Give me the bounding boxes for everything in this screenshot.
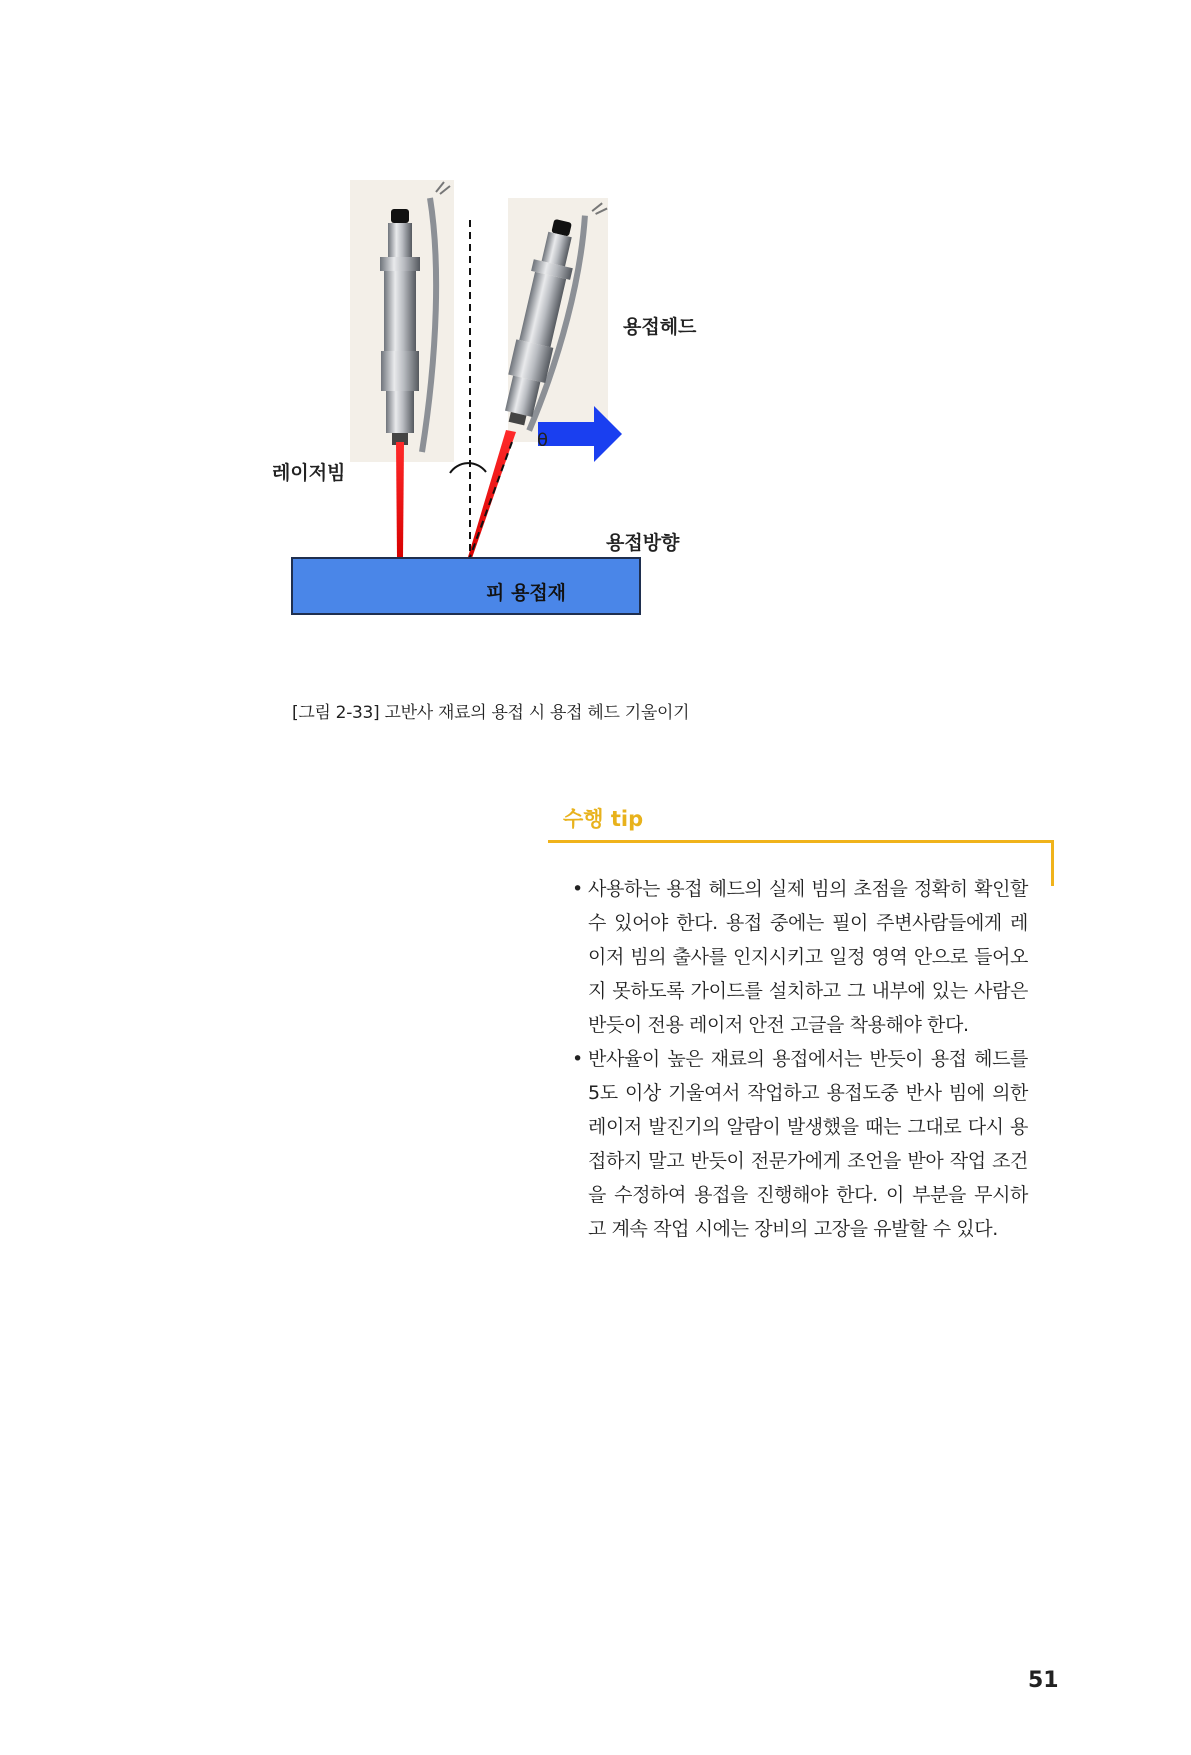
workpiece-label: 피 용접재: [486, 582, 567, 604]
tip-item-1: [572, 872, 1028, 1042]
theta-arc: [450, 463, 486, 473]
tip-item-text: 사용하는 용접 헤드의 실제 빔의 초점을 정확히 확인할 수 있어야 한다. 용접 중에는 필이 주변사람들에게 레이저 빔의 출사를 인지시키고 일정 영역 안으로 들어오지 못하도록 가이드를 설치하고 그 내부에 있는 사람은 반듯이 전용 레이저 안전 고글을 착용해야 한다.: [588, 878, 1028, 1036]
head-collar-left: [380, 257, 420, 271]
figure-caption: [그림 2-33] 고반사 재료의 용접 시 용접 헤드 기울이기: [292, 703, 690, 723]
head-body-left: [384, 271, 416, 351]
head-neck-left: [388, 223, 412, 257]
figure-welding-head-tilt: [272, 180, 750, 740]
weld-head-label: 용접헤드: [623, 316, 697, 338]
laser-beam-label: 레이저빔: [272, 462, 346, 484]
theta-label: θ: [537, 430, 549, 451]
head-cap-left: [391, 209, 409, 223]
tilted-weld-head: [496, 191, 608, 442]
tip-item-text: 반사율이 높은 재료의 용접에서는 반듯이 용접 헤드를 5도 이상 기울여서 작업하고 용접도중 반사 빔에 의한 레이저 발진기의 알람이 발생했을 때는 그대로 다시 용접하지 말고 반듯이 전문가에게 조언을 받아 작업 조건을 수정하여 용접을 진행해야 한다. 이 부분을 무시하고 계속 작업 시에는 장비의 고장을 유발할 수 있다.: [588, 1048, 1028, 1240]
laser-beam-tilted: [468, 430, 516, 558]
weld-direction-label: 용접방향: [606, 532, 680, 554]
figure-diagram: [290, 180, 750, 740]
laser-beam-vertical: [396, 442, 404, 558]
tip-title: 수행 tip: [563, 807, 644, 831]
bullet-icon: •: [572, 878, 583, 900]
tip-item-2: [572, 1042, 1028, 1246]
tip-list: [572, 872, 1028, 1246]
vertical-weld-head: [350, 180, 454, 462]
head-lower-left: [381, 351, 419, 391]
workpiece-block: [292, 558, 640, 614]
head-nozzle-left: [386, 391, 414, 433]
bullet-icon: •: [572, 1048, 583, 1070]
page-number: 51: [1028, 1668, 1059, 1693]
